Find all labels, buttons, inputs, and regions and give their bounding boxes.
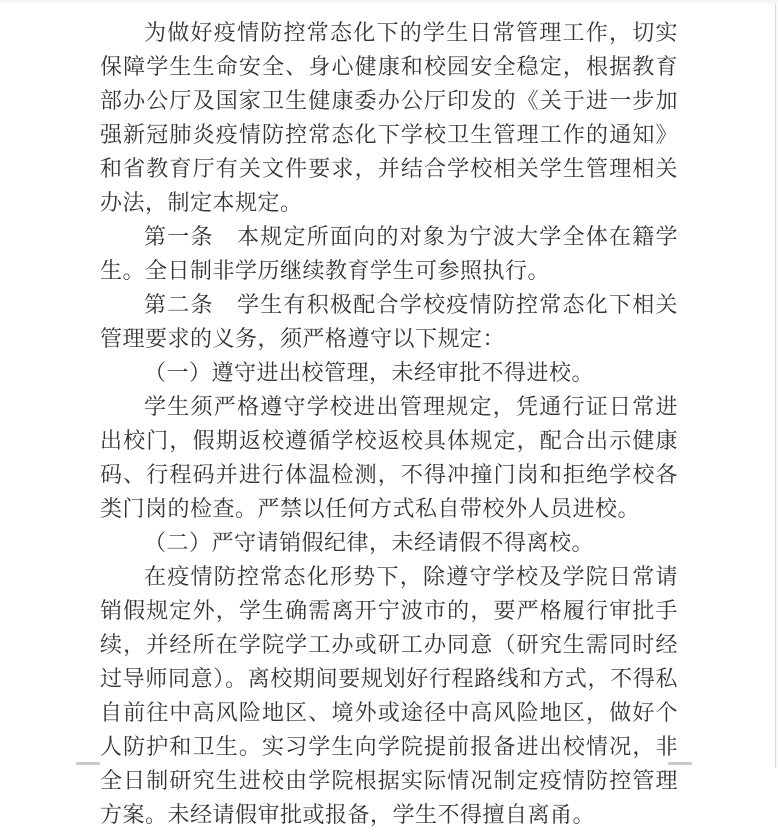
window-top-edge [0, 0, 778, 3]
paragraph-item-1-body: 学生须严格遵守学校进出管理规定，凭通行证日常进出校门，假期返校遵循学校返校具体规定，配合出示健康码、行程码并进行体温检测，不得冲撞门岗和拒绝学校各类门岗的检查。严禁以任何方式私自带校外人员进校。 [100, 394, 678, 521]
margin-mark-left [76, 762, 100, 765]
paragraph-item-2-heading: （二）严守请销假纪律，未经请假不得离校。 [144, 530, 595, 555]
paragraph-item-2-body: 在疫情防控常态化形势下，除遵守学校及学院日常请销假规定外，学生确需离开宁波市的，要严格履行审批手续，并经所在学院学工办或研工办同意（研究生需同时经过导师同意）。离校期间要规划好行程路线和方式，不得私自前往中高风险地区、境外或途径中高风险地区，做好个人防护和卫生。实习学生向学院提前报备进出校情况，非全日制研究生进校由学院根据实际情况制定疫情防控管理方案。未经请假审批或报备，学生不得擅自离甬。 [100, 564, 678, 827]
document-body [100, 16, 678, 832]
paragraph-item-1-heading: （一）遵守进出校管理，未经审批不得进校。 [144, 360, 595, 385]
paragraph-article-2: 第二条 学生有积极配合学校疫情防控常态化下相关管理要求的义务，须严格遵守以下规定： [100, 292, 678, 351]
paragraph-article-1: 第一条 本规定所面向的对象为宁波大学全体在籍学生。全日制非学历继续教育学生可参照执行。 [100, 224, 678, 283]
paragraph-intro: 为做好疫情防控常态化下的学生日常管理工作，切实保障学生生命安全、身心健康和校园安全稳定，根据教育部办公厅及国家卫生健康委办公厅印发的《关于进一步加强新冠肺炎疫情防控常态化下学校卫生管理工作的通知》和省教育厅有关文件要求，并结合学校相关学生管理相关办法，制定本规定。 [100, 20, 678, 215]
page-right-border [775, 3, 776, 768]
margin-mark-right [668, 762, 692, 765]
